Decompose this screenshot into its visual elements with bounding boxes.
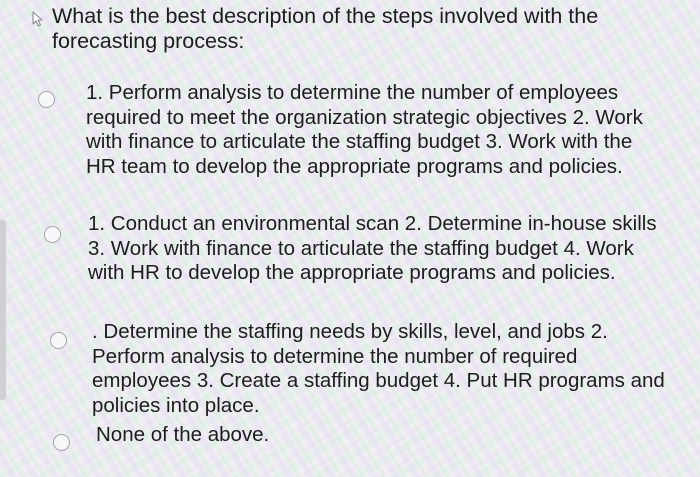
side-scroll-indicator — [0, 220, 6, 400]
answer-option-label: . Determine the staffing needs by skills, level, and jobs 2. Perform analysis to determine the number of required employees 3. Create a staffing budget 4. Put HR programs and policies into place. — [92, 320, 665, 417]
cursor-arrow-icon — [30, 10, 48, 28]
answer-option-label: 1. Perform analysis to determine the number of employees required to meet the organization strategic objectives 2. Work with finance to articulate the staffing budget 3. Work with the HR team to develop the appropriate programs and policies. — [86, 81, 643, 178]
answer-option-label: None of the above. — [96, 423, 270, 446]
radio-button[interactable] — [53, 434, 70, 451]
question-text: What is the best description of the steps involved with the forecasting process: — [52, 4, 599, 53]
answer-option-label: 1. Conduct an environmental scan 2. Determine in-house skills 3. Work with finance to articulate the staffing budget 4. Work with HR to develop the appropriate programs and policies. — [88, 212, 657, 284]
radio-button[interactable] — [38, 91, 55, 108]
radio-button[interactable] — [44, 226, 61, 243]
radio-button[interactable] — [50, 332, 67, 349]
